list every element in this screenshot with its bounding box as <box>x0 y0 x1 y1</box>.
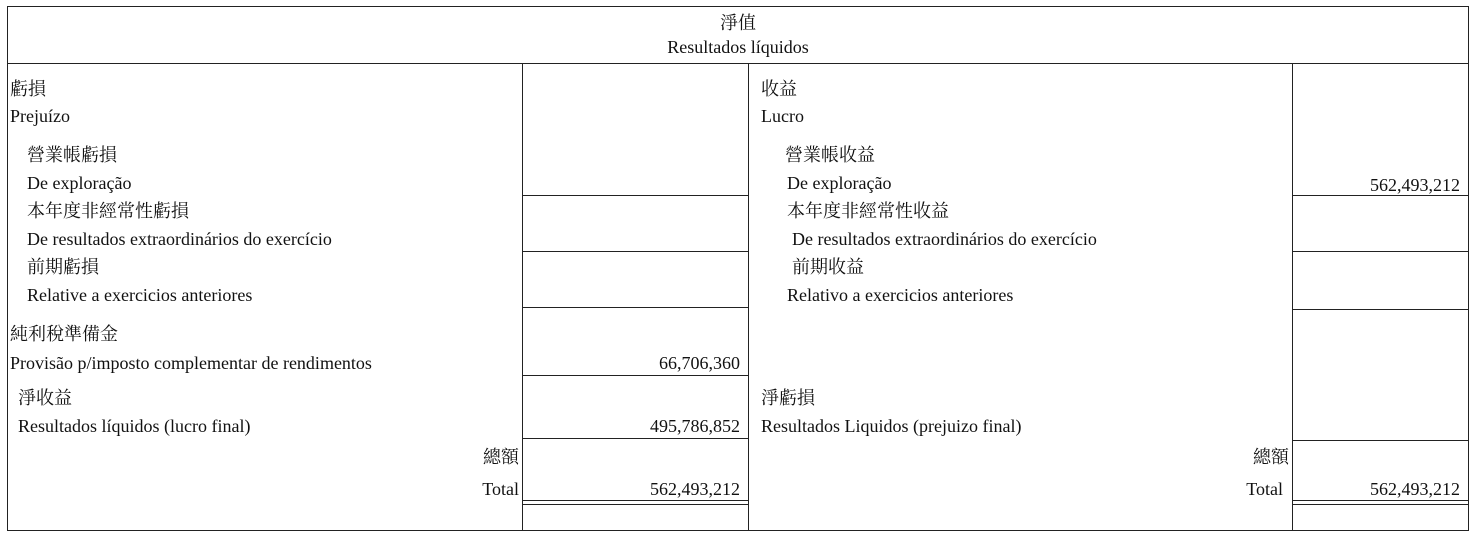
right-amount-col-line <box>1292 63 1293 531</box>
right-total-label-pt: Total <box>1246 479 1283 499</box>
left-total-label-zh: 總額 <box>483 447 519 467</box>
op-gain-label-zh: 營業帳收益 <box>785 145 875 165</box>
left-total-value: 562,493,212 <box>650 479 740 499</box>
op-loss-label-pt: De exploração <box>27 173 132 193</box>
left-total-label-pt: Total <box>482 479 519 499</box>
tax-provision-label-zh: 純利稅準備金 <box>10 324 118 344</box>
loss-heading-zh: 虧損 <box>10 79 46 99</box>
left-total-double-rule <box>522 500 748 505</box>
right-rule-3 <box>1292 309 1469 310</box>
left-rule-5 <box>522 438 748 439</box>
header-title-zh: 淨值 <box>720 13 756 33</box>
left-rule-4 <box>522 375 748 376</box>
center-divider <box>748 63 749 531</box>
gain-heading-pt: Lucro <box>761 106 804 126</box>
right-total-label-zh: 總額 <box>1253 447 1289 467</box>
prior-loss-label-zh: 前期虧損 <box>27 257 99 277</box>
extra-loss-label-zh: 本年度非經常性虧損 <box>27 201 189 221</box>
extra-gain-label-pt: De resultados extraordinários do exercício <box>792 229 1097 249</box>
gain-heading-zh: 收益 <box>761 79 797 99</box>
extra-loss-label-pt: De resultados extraordinários do exercício <box>27 229 332 249</box>
net-profit-label-zh: 淨收益 <box>18 388 72 408</box>
net-loss-label-zh: 淨虧損 <box>761 388 815 408</box>
tax-provision-label-pt: Provisão p/imposto complementar de rendimentos <box>10 353 372 373</box>
prior-loss-label-pt: Relative a exercicios anteriores <box>27 285 253 305</box>
op-gain-label-pt: De exploração <box>787 173 892 193</box>
net-profit-value: 495,786,852 <box>650 416 740 436</box>
right-total-value: 562,493,212 <box>1370 479 1460 499</box>
prior-gain-label-zh: 前期收益 <box>792 257 864 277</box>
tax-provision-value: 66,706,360 <box>659 353 740 373</box>
header-divider <box>7 63 1469 64</box>
header-title-pt: Resultados líquidos <box>667 37 809 57</box>
left-amount-col-line-a <box>522 63 523 531</box>
op-gain-value: 562,493,212 <box>1370 175 1460 195</box>
right-rule-4 <box>1292 440 1469 441</box>
left-rule-1 <box>522 195 748 196</box>
right-rule-2 <box>1292 251 1469 252</box>
net-loss-label-pt: Resultados Liquidos (prejuizo final) <box>761 416 1022 436</box>
right-total-double-rule <box>1292 500 1469 505</box>
extra-gain-label-zh: 本年度非經常性收益 <box>787 201 949 221</box>
loss-heading-pt: Prejuízo <box>10 106 70 126</box>
left-rule-3 <box>522 307 748 308</box>
left-rule-2 <box>522 251 748 252</box>
op-loss-label-zh: 營業帳虧損 <box>27 145 117 165</box>
prior-gain-label-pt: Relativo a exercicios anteriores <box>787 285 1014 305</box>
net-profit-label-pt: Resultados líquidos (lucro final) <box>18 416 251 436</box>
